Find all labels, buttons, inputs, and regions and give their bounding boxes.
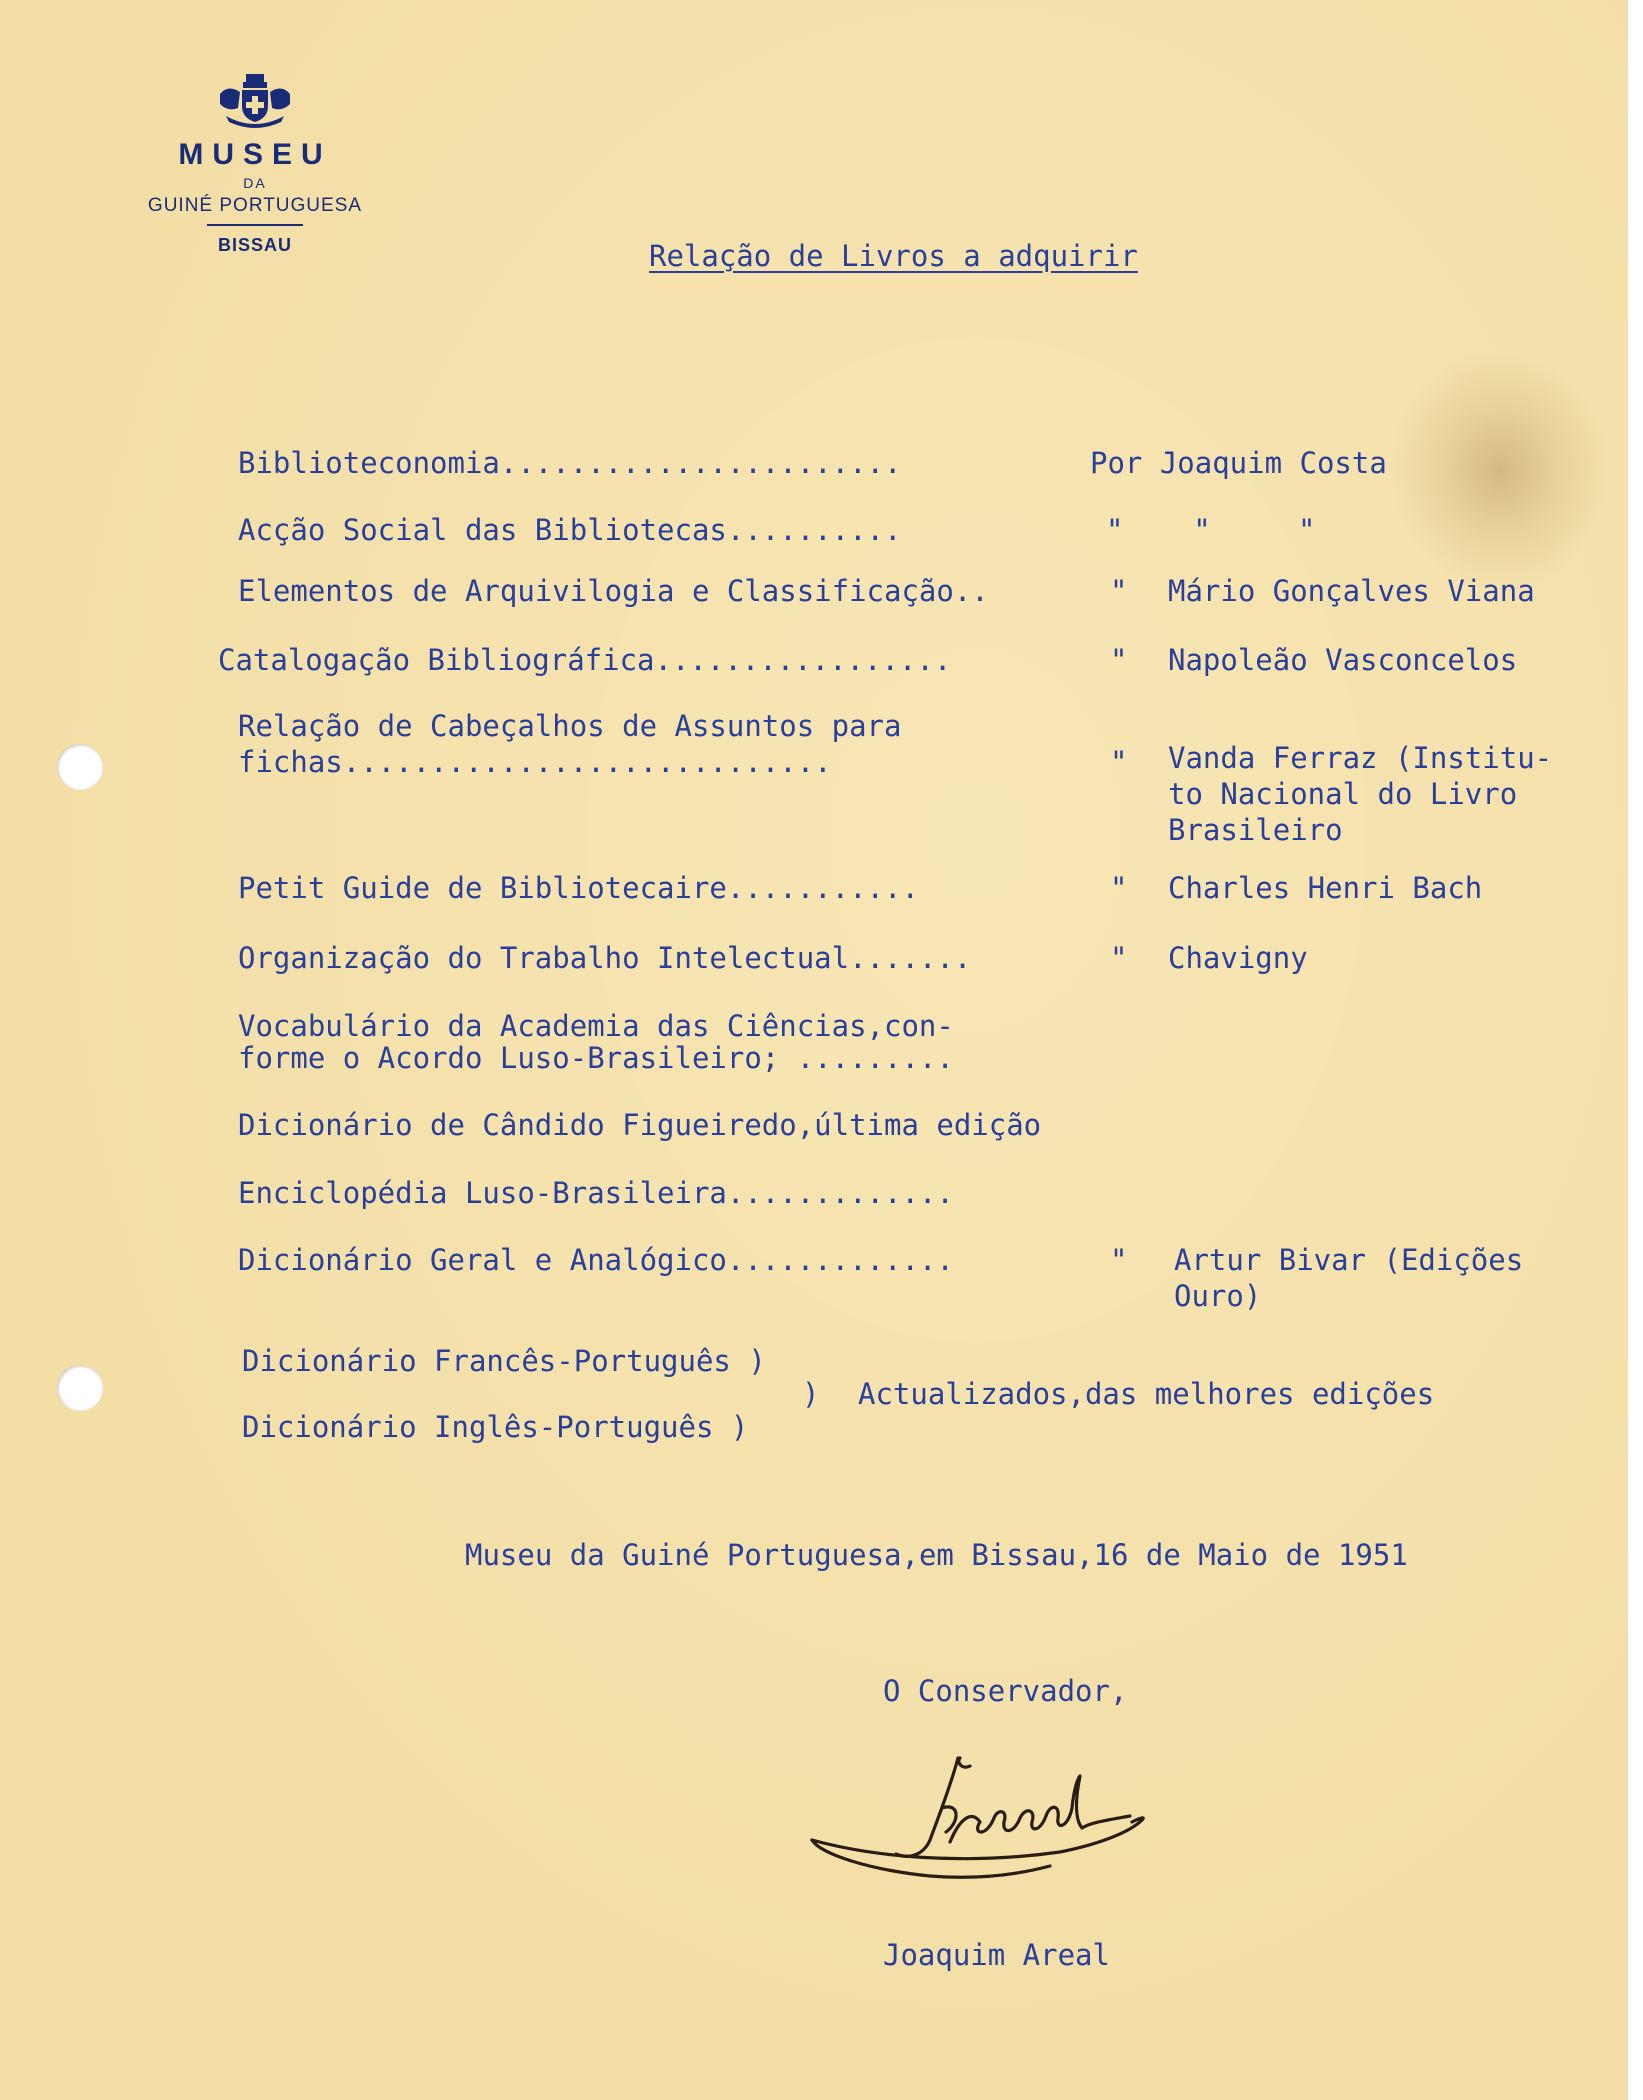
book-title: Enciclopédia Luso-Brasileira............. bbox=[238, 1176, 954, 1210]
document-title: Relação de Livros a adquirir bbox=[649, 239, 1138, 273]
ditto-mark: " bbox=[1110, 745, 1128, 779]
ditto-mark: " " " bbox=[1106, 513, 1316, 547]
book-title: Organização do Trabalho Intelectual....... bbox=[238, 941, 972, 975]
book-title: Relação de Cabeçalhos de Assuntos para fichas............................ bbox=[238, 709, 902, 779]
signer-name: Joaquim Areal bbox=[883, 1938, 1110, 1972]
ditto-mark: " bbox=[1110, 643, 1128, 677]
book-title: Dicionário de Cândido Figueiredo,última edição bbox=[238, 1108, 1042, 1142]
ditto-mark: " bbox=[1110, 574, 1128, 608]
book-title: Elementos de Arquivilogia e Classificação.. bbox=[238, 574, 989, 608]
book-title: Catalogação Bibliográfica................. bbox=[218, 643, 952, 677]
book-title: Dicionário Geral e Analógico............. bbox=[238, 1243, 954, 1277]
handwritten-signature bbox=[810, 1748, 1160, 1898]
punch-hole bbox=[57, 1365, 103, 1411]
letterhead-divider bbox=[207, 224, 303, 226]
book-author: Vanda Ferraz (Institu- to Nacional do Livro Brasileiro bbox=[1168, 741, 1553, 847]
book-title: Biblioteconomia....................... bbox=[238, 446, 902, 480]
book-author: Charles Henri Bach bbox=[1168, 871, 1483, 905]
book-title: Petit Guide de Bibliotecaire........... bbox=[238, 871, 919, 905]
punch-hole bbox=[57, 744, 103, 790]
bracket-mark: ) bbox=[802, 1377, 820, 1411]
letterhead bbox=[120, 72, 390, 256]
dictionary-note: Actualizados,das melhores edições bbox=[858, 1377, 1435, 1411]
book-author: Mário Gonçalves Viana bbox=[1168, 574, 1535, 608]
ditto-mark: " bbox=[1110, 871, 1128, 905]
book-author: Napoleão Vasconcelos bbox=[1168, 643, 1518, 677]
book-author: Chavigny bbox=[1168, 941, 1308, 975]
letterhead-bissau: BISSAU bbox=[217, 235, 292, 255]
dictionary-english: Dicionário Inglês-Português ) bbox=[242, 1410, 749, 1444]
book-title: Vocabulário da Academia das Ciências,con- forme o Acordo Luso-Brasileiro; ......... bbox=[238, 1009, 954, 1075]
book-author: Por Joaquim Costa bbox=[1090, 446, 1387, 480]
ditto-mark: " bbox=[1110, 941, 1128, 975]
book-author: Artur Bivar (Edições Ouro) bbox=[1174, 1243, 1524, 1313]
signer-title: O Conservador, bbox=[883, 1674, 1128, 1708]
book-title: Acção Social das Bibliotecas.......... bbox=[238, 513, 902, 547]
letterhead-guine: GUINÉ PORTUGUESA bbox=[147, 195, 363, 216]
place-date: Museu da Guiné Portuguesa,em Bissau,16 de Maio de 1951 bbox=[465, 1538, 1408, 1572]
letterhead-museu: MUSEU bbox=[178, 138, 332, 171]
letterhead-da: DA bbox=[243, 175, 267, 191]
ditto-mark: " bbox=[1110, 1243, 1128, 1277]
dictionary-french: Dicionário Francês-Português ) bbox=[242, 1344, 766, 1378]
crest-icon bbox=[216, 72, 294, 132]
